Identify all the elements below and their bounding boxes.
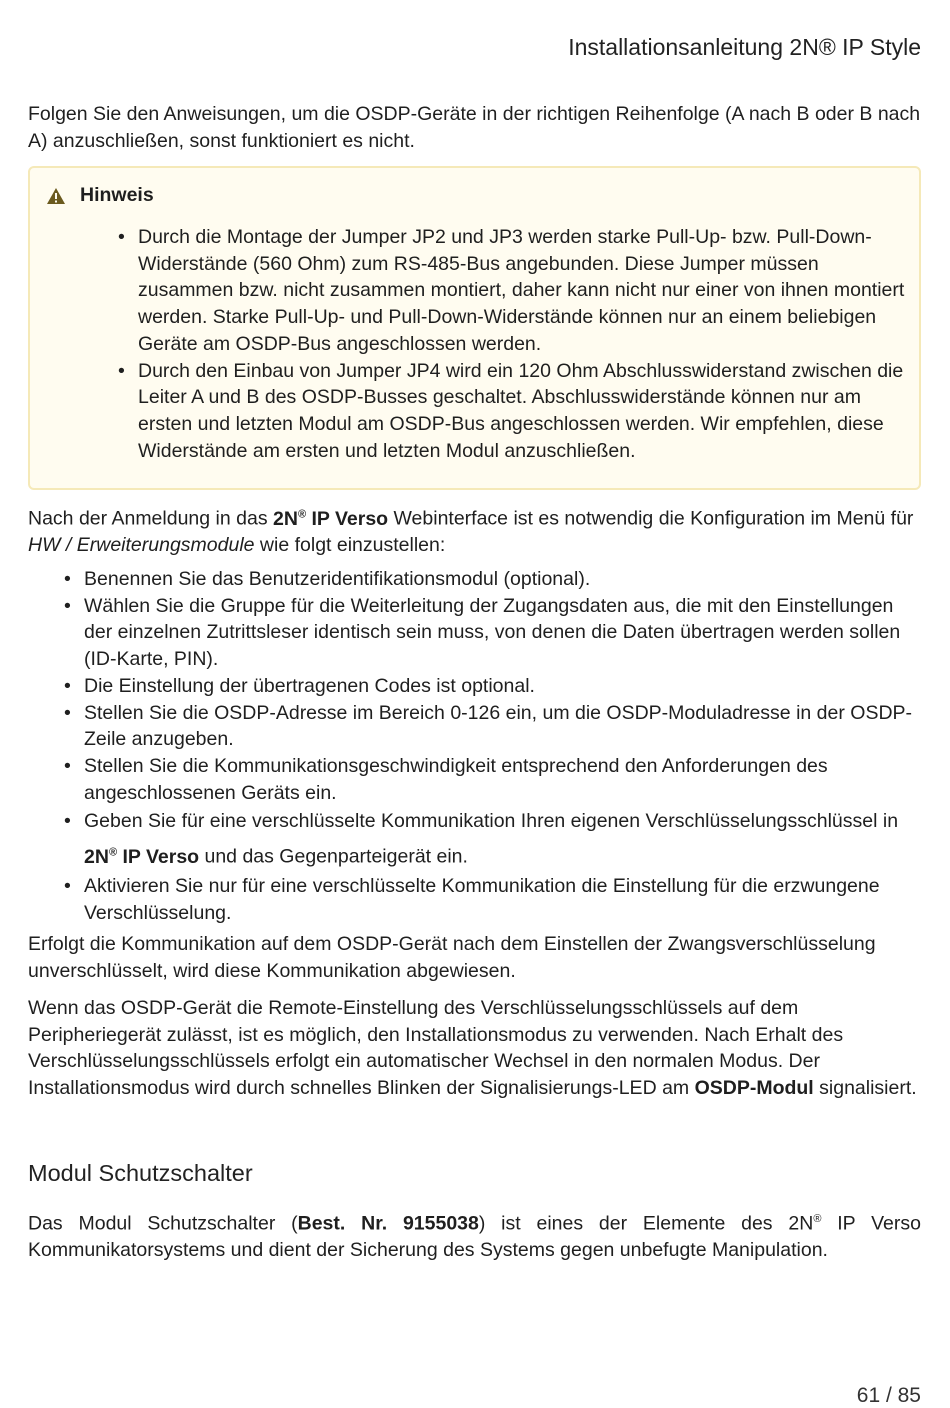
brand-name: 2N® IP Verso [84, 845, 200, 868]
section-paragraph: Das Modul Schutzschalter (Best. Nr. 9155038) ist eines der Elemente des 2N® IP Verso Kommunikatorsystems und dient der Sicherung des Systems gegen unbefugte Manipulation. [28, 1212, 921, 1262]
order-number: Best. Nr. 9155038 [297, 1212, 479, 1235]
page-number: 61 / 85 [856, 1384, 921, 1407]
warning-icon [46, 187, 66, 205]
config-paragraph: Nach der Anmeldung in das 2N® IP Verso Webinterface ist es notwendig die Konfiguration im Menü für HW / Erweiterungsmodule wie folgt einzustellen: [28, 507, 914, 557]
list-item: • Geben Sie für eine verschlüsselte Kommunikation Ihren eigenen Verschlüsselungsschlüssel in 2N® IP Verso und das Gegenparteigerät ein. [84, 806, 914, 873]
note-box [28, 166, 921, 490]
registered-mark: ® [818, 34, 836, 60]
intro-paragraph: Folgen Sie den Anweisungen, um die OSDP-Geräte in der richtigen Reihenfolge (A nach B oder B nach A) anzuschließen, sonst funktioniert es nicht. [28, 103, 921, 152]
list-item: • Aktivieren Sie nur für eine verschlüsselte Kommunikation die Einstellung für die erzwungene Verschlüsselung. [84, 873, 914, 926]
list-item: • Benennen Sie das Benutzeridentifikationsmodul (optional). [84, 566, 914, 593]
brand-name: 2N® IP Verso [273, 507, 389, 530]
install-mode-paragraph: Wenn das OSDP-Gerät die Remote-Einstellung des Verschlüsselungsschlüssels auf dem Peripheriegerät zulässt, ist es möglich, den Installationsmodus zu verwenden. Nach Erhalt des Verschlüsselungsschlüssels erfolgt ein automatischer Wechsel in den normalen Modus. Der Installationsmodus wird durch schnelles Blinken der Signalisierungs-LED am OSDP-Modul signalisiert. [28, 997, 917, 1100]
document-header: Installationsanleitung 2N® IP Style [568, 34, 921, 60]
reject-paragraph: Erfolgt die Kommunikation auf dem OSDP-Gerät nach dem Einstellen der Zwangsverschlüsselung unverschlüsselt, wird diese Kommunikation abgewiesen. [28, 933, 876, 982]
list-item: • Stellen Sie die Kommunikationsgeschwindigkeit entsprechend den Anforderungen des angeschlossenen Geräts ein. [84, 753, 914, 806]
note-list [138, 224, 908, 464]
note-item: • Durch den Einbau von Jumper JP4 wird ein 120 Ohm Abschlusswiderstand zwischen die Leiter A und B des OSDP-Busses geschaltet. Abschlusswiderstände können nur am ersten und letzten Modul am OSDP-Bus angeschlossen werden. Wir empfehlen, diese Widerstände am ersten und letzten Modul anzuschließen. [138, 358, 908, 465]
list-item: • Stellen Sie die OSDP-Adresse im Bereich 0-126 ein, um die OSDP-Moduladresse in der OSDP-Zeile anzugeben. [84, 700, 914, 753]
list-item: • Wählen Sie die Gruppe für die Weiterleitung der Zugangsdaten aus, die mit den Einstellungen der einzelnen Zutrittsleser identisch sein muss, von denen die Daten übertragen werden sollen (ID-Karte, PIN). [84, 593, 914, 673]
section-heading: Modul Schutzschalter [28, 1160, 253, 1186]
list-item: • Die Einstellung der übertragenen Codes ist optional. [84, 673, 914, 700]
config-steps-list [84, 566, 914, 926]
menu-path: HW / Erweiterungsmodule [28, 534, 255, 557]
note-title: Hinweis [46, 184, 154, 207]
osdp-module-label: OSDP-Modul [694, 1077, 814, 1100]
note-item: • Durch die Montage der Jumper JP2 und JP3 werden starke Pull-Up- bzw. Pull-Down-Widerstände (560 Ohm) zum RS-485-Bus angebunden. Diese Jumper müssen zusammen bzw. nicht zusammen montiert, daher kann nicht nur einer von ihnen montiert werden. Starke Pull-Up- und Pull-Down-Widerstände können nur an einem beliebigen Geräte am OSDP-Bus angeschlossen werden. [138, 224, 908, 358]
